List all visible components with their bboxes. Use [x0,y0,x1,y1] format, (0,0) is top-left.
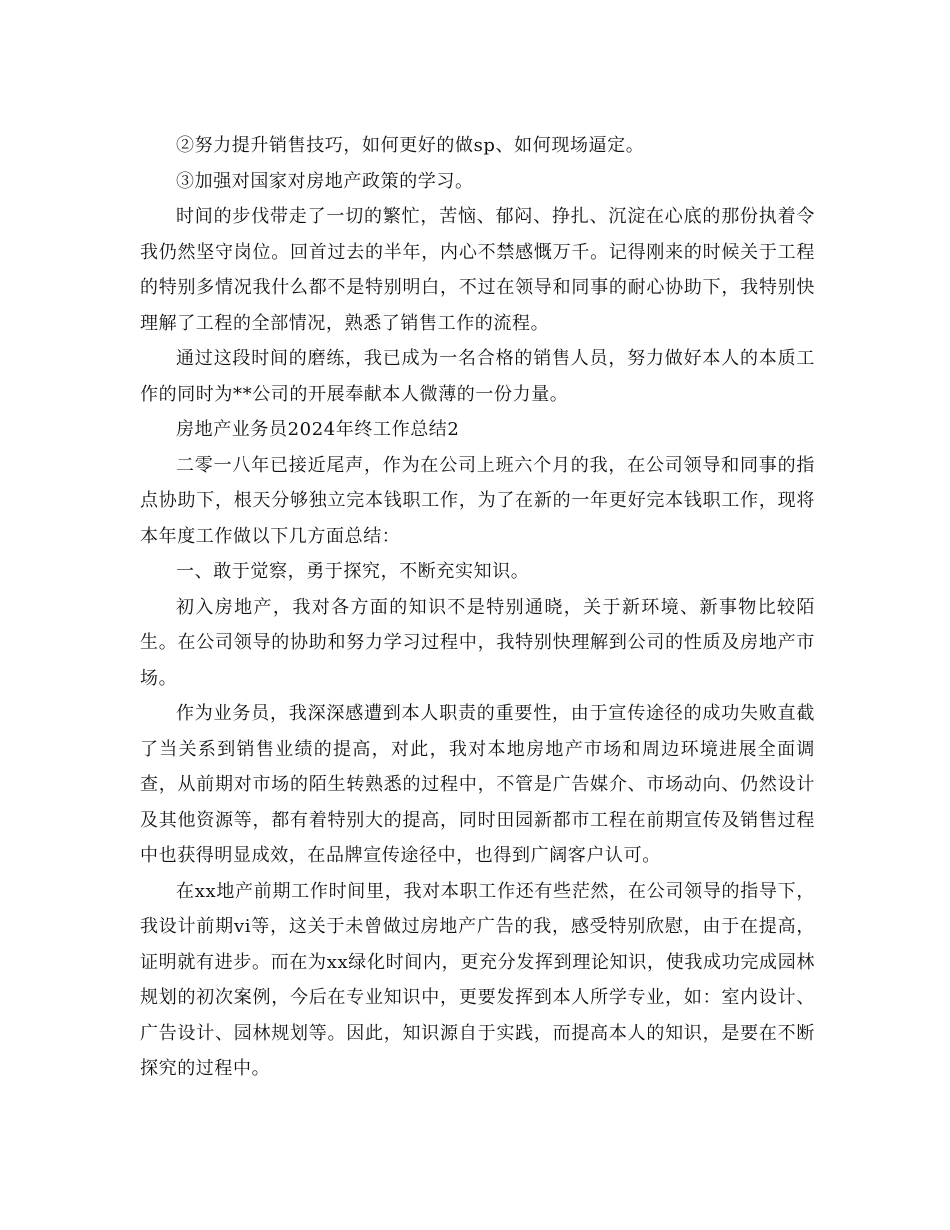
paragraph-6: 二零一八年已接近尾声，作为在公司上班六个月的我，在公司领导和同事的指点协助下，根天分够独立完本钱职工作，为了在新的一年更好完本钱职工作，现将本年度工作做以下几方面总结： [140,454,815,547]
paragraph-2: ③加强对国家对房地产政策的学习。 [176,170,474,192]
paragraph-4: 通过这段时间的磨练，我已成为一名合格的销售人员，努力做好本人的本质工作的同时为**公司的开展奉献本人微薄的一份力量。 [140,348,815,405]
paragraph-8: 初入房地产，我对各方面的知识不是特别通晓，关于新环境、新事物比较陌生。在公司领导的协助和努力学习过程中，我特别快理解到公司的性质及房地产市场。 [140,596,815,689]
document-page [140,128,815,1087]
paragraph-3: 时间的步伐带走了一切的繁忙，苦恼、郁闷、挣扎、沉淀在心底的那份执着令我仍然坚守岗位。回首过去的半年，内心不禁感慨万千。记得刚来的时候关于工程的特别多情况我什么都不是特别明白，不过在领导和同事的耐心协助下，我特别快理解了工程的全部情况，熟悉了销售工作的流程。 [140,206,815,334]
subsection-heading: 一、敢于觉察，勇于探究，不断充实知识。 [176,561,530,582]
paragraph-9: 作为业务员，我深深感遭到本人职责的重要性，由于宣传途径的成功失败直截了当关系到销售业绩的提高，对此，我对本地房地产市场和周边环境进展全面调查，从前期对市场的陌生转熟悉的过程中，不管是广告媒介、市场动向、仍然设计及其他资源等，都有着特别大的提高，同时田园新都市工程在前期宣传及销售过程中也获得明显成效，在品牌宣传途径中，也得到广阔客户认可。 [140,703,815,866]
paragraph-1: ②努力提升销售技巧，如何更好的做sp、如何现场逼定。 [176,135,645,156]
section-heading: 房地产业务员2024年终工作总结2 [176,419,460,440]
paragraph-10: 在xx地产前期工作时间里，我对本职工作还有些茫然，在公司领导的指导下，我设计前期vi等，这关于未曾做过房地产广告的我，感受特别欣慰，由于在提高，证明就有进步。而在为xx绿化时间内，更充分发挥到理论知识，使我成功完成园林规划的初次案例，今后在专业知识中，更要发挥到本人所学专业，如：室内设计、广告设计、园林规划等。因此，知识源自于实践，而提高本人的知识，是要在不断探究的过程中。 [140,880,815,1079]
